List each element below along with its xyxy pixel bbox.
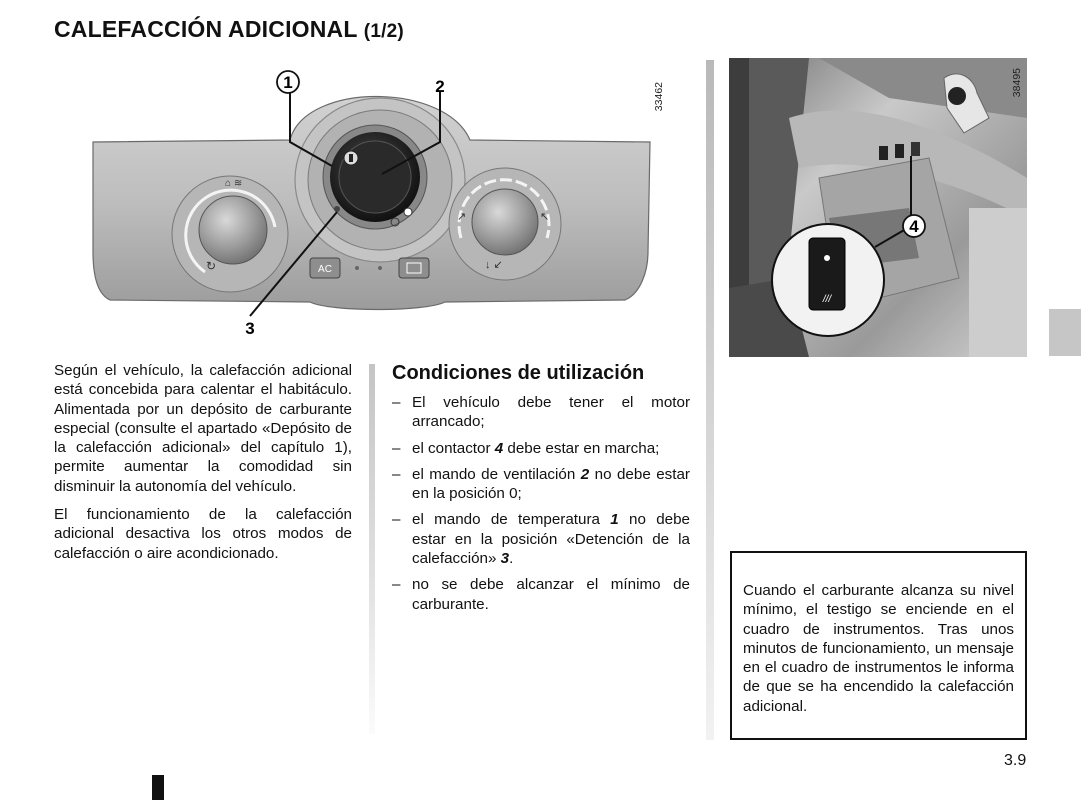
title-part-indicator: (1/2) (363, 21, 404, 42)
control-panel-illustration (85, 62, 675, 347)
page-number: 3.9 (1004, 752, 1027, 769)
svg-text:↗: ↗ (457, 211, 467, 223)
list-item: – el mando de ventilación 2 no debe estar en la posición 0; (392, 465, 690, 503)
air-distribution-knob (472, 189, 538, 255)
svg-text:⌂ ≋: ⌂ ≋ (225, 178, 243, 189)
stop-position-mark (334, 206, 340, 212)
intro-text (54, 361, 352, 572)
callout-4: 4 (909, 217, 919, 236)
callout-3: 3 (245, 319, 255, 338)
chapter-tab (1049, 309, 1081, 356)
svg-text:AC: AC (318, 264, 332, 275)
crop-mark (152, 775, 164, 800)
svg-text:↖: ↖ (540, 211, 550, 223)
list-item: – no se debe alcanzar el mínimo de carburante. (392, 576, 690, 613)
intro-paragraph-1: Según el vehículo, la calefacción adicional está concebida para calentar el habitáculo. Alimentada por un depósito de carburante especial (consulte el apartado «Depósito de la calefacción adicional» del capítulo 1), permite aumentar la comodidad sin disminuir la autonomía del vehículo. (54, 362, 352, 495)
conditions-section (392, 361, 690, 621)
callout-1: 1 (283, 73, 293, 92)
figure-code: 33462 (653, 82, 665, 112)
intro-paragraph-2: El funcionamiento de la calefacción adicional desactiva los otros modos de calefacción o aire acondicionado. (54, 506, 352, 562)
list-item: – el mando de temperatura 1 no debe estar en la posición «Detención de la calefacción» 3. (392, 511, 690, 568)
note-text: Cuando el carburante alcanza su nivel mínimo, el testigo se enciende en el cuadro de instrumentos. Tras unos minutos de funcionamiento, un mensaje en el cuadro de instrumentos le informa de que se ha encendido la calefacción adicional. (743, 582, 1014, 715)
conditions-list (392, 393, 690, 614)
list-item: – El vehículo debe tener el motor arrancado; (392, 394, 690, 431)
callout-2: 2 (435, 77, 445, 96)
svg-text:↓ ↙: ↓ ↙ (485, 259, 503, 271)
temperature-knob (199, 196, 267, 264)
text-divider (369, 364, 375, 734)
svg-text:↻: ↻ (206, 259, 217, 273)
note-box (730, 551, 1027, 740)
conditions-heading: Condiciones de utilización (392, 362, 645, 384)
title-text: CALEFACCIÓN ADICIONAL (54, 16, 358, 42)
column-divider (706, 60, 714, 740)
rear-defrost-button (399, 258, 429, 278)
photo-code: 38495 (1011, 68, 1023, 98)
dashboard-switch-photo (729, 58, 1027, 357)
list-item: – el contactor 4 debe estar en marcha; (392, 439, 660, 457)
svg-text:///: /// (822, 294, 832, 305)
page-title (54, 16, 404, 43)
